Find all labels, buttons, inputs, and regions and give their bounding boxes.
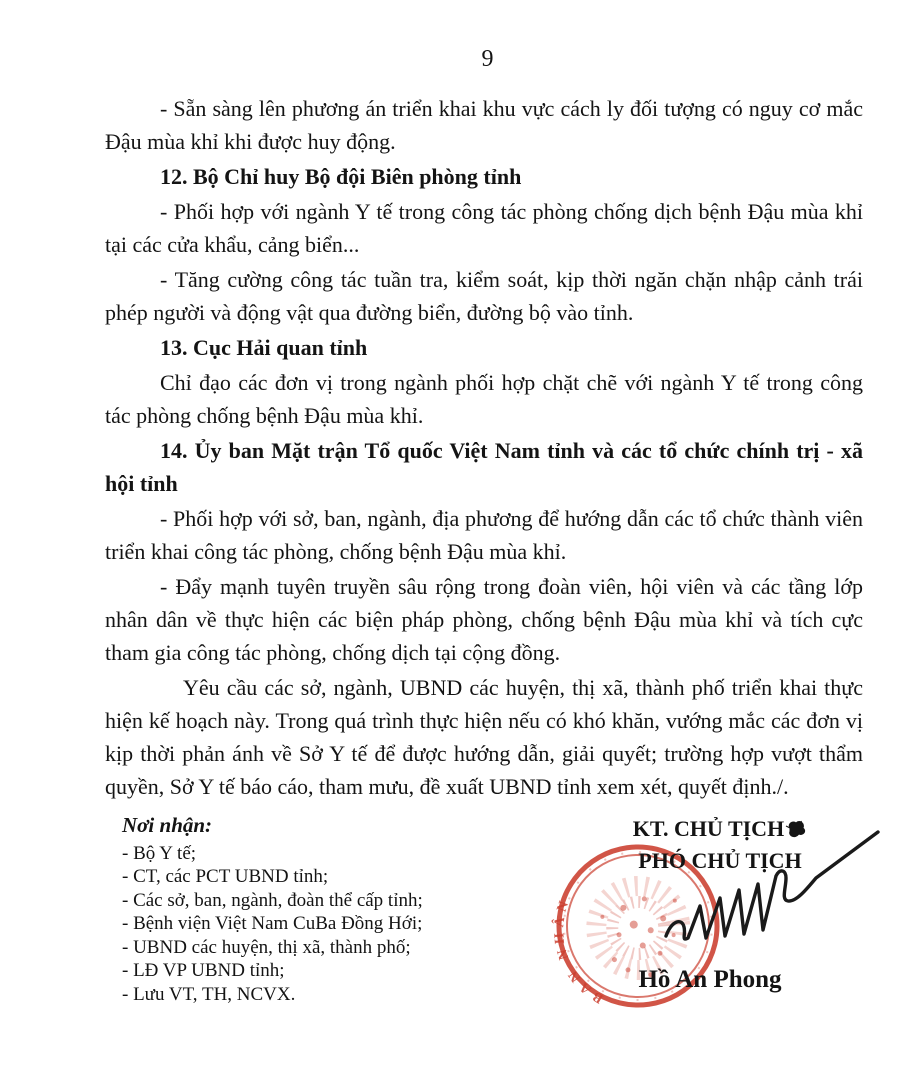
paragraph: - Phối hợp với ngành Y tế trong công tác phòng chống dịch bệnh Đậu mùa khỉ tại các cửa khẩu, cảng biển... <box>105 199 863 257</box>
paragraph: - Phối hợp với sở, ban, ngành, địa phương để hướng dẫn các tổ chức thành viên triển khai công tác phòng, chống bệnh Đậu mùa khỉ. <box>105 506 863 564</box>
signer-name: Hồ An Phong <box>638 966 782 993</box>
section-heading-13: 13. Cục Hải quan tỉnh <box>160 335 368 360</box>
recipient-item: - Bộ Y tế; <box>122 842 197 864</box>
closing-paragraph: Yêu cầu các sở, ngành, UBND các huyện, thị xã, thành phố triển khai thực hiện kế hoạch này. Trong quá trình thực hiện nếu có khó khăn, vướng mắc các đơn vị kịp thời phản ánh về Sở Y tế để được hướng dẫn, giải quyết; trường hợp vượt thẩm quyền, Sở Y tế báo cáo, tham mưu, đề xuất UBND tỉnh xem xét, quyết định./. <box>105 675 863 799</box>
page-number: 9 <box>481 46 494 72</box>
paragraph: Chỉ đạo các đơn vị trong ngành phối hợp chặt chẽ với ngành Y tế trong công tác phòng chống bệnh Đậu mùa khỉ. <box>105 370 863 428</box>
handwritten-signature <box>648 824 888 964</box>
recipient-item: - Lưu VT, TH, NCVX. <box>122 983 296 1005</box>
recipients-label: Nơi nhận: <box>122 813 213 837</box>
paragraph: - Tăng cường công tác tuần tra, kiểm soát, kịp thời ngăn chặn nhập cảnh trái phép người và động vật qua đường biển, đường bộ vào tỉnh. <box>105 267 863 325</box>
recipient-item: - Bệnh viện Việt Nam CuBa Đồng Hới; <box>122 913 423 934</box>
paragraph: - Sẵn sàng lên phương án triển khai khu vực cách ly đối tượng có nguy cơ mắc Đậu mùa khỉ khi được huy động. <box>105 96 863 154</box>
recipient-item: - LĐ VP UBND tỉnh; <box>122 960 285 981</box>
recipient-item: - CT, các PCT UBND tỉnh; <box>122 866 329 887</box>
section-heading-14: 14. Ủy ban Mặt trận Tổ quốc Việt Nam tỉnh và các tổ chức chính trị - xã hội tỉnh <box>105 438 863 496</box>
recipient-item: - UBND các huyện, thị xã, thành phố; <box>122 936 411 958</box>
recipients-block <box>122 814 522 1006</box>
section-heading-12: 12. Bộ Chỉ huy Bộ đội Biên phòng tỉnh <box>160 164 522 189</box>
recipient-item: - Các sở, ban, ngành, đoàn thể cấp tỉnh; <box>122 889 423 911</box>
paragraph: - Đẩy mạnh tuyên truyền sâu rộng trong đoàn viên, hội viên và các tầng lớp nhân dân về thực hiện các biện pháp phòng, chống bệnh Đậu mùa khỉ và tích cực tham gia công tác phòng, chống dịch tại cộng đồng. <box>105 574 863 665</box>
signature-block <box>540 810 900 1090</box>
signer-title-line2: PHÓ CHỦ TỊCH <box>638 848 802 873</box>
document-body <box>105 90 863 803</box>
stamp-arc-text: BAN NHÂN <box>551 894 607 1006</box>
signer-title-line1: KT. CHỦ TỊCH <box>540 810 900 842</box>
